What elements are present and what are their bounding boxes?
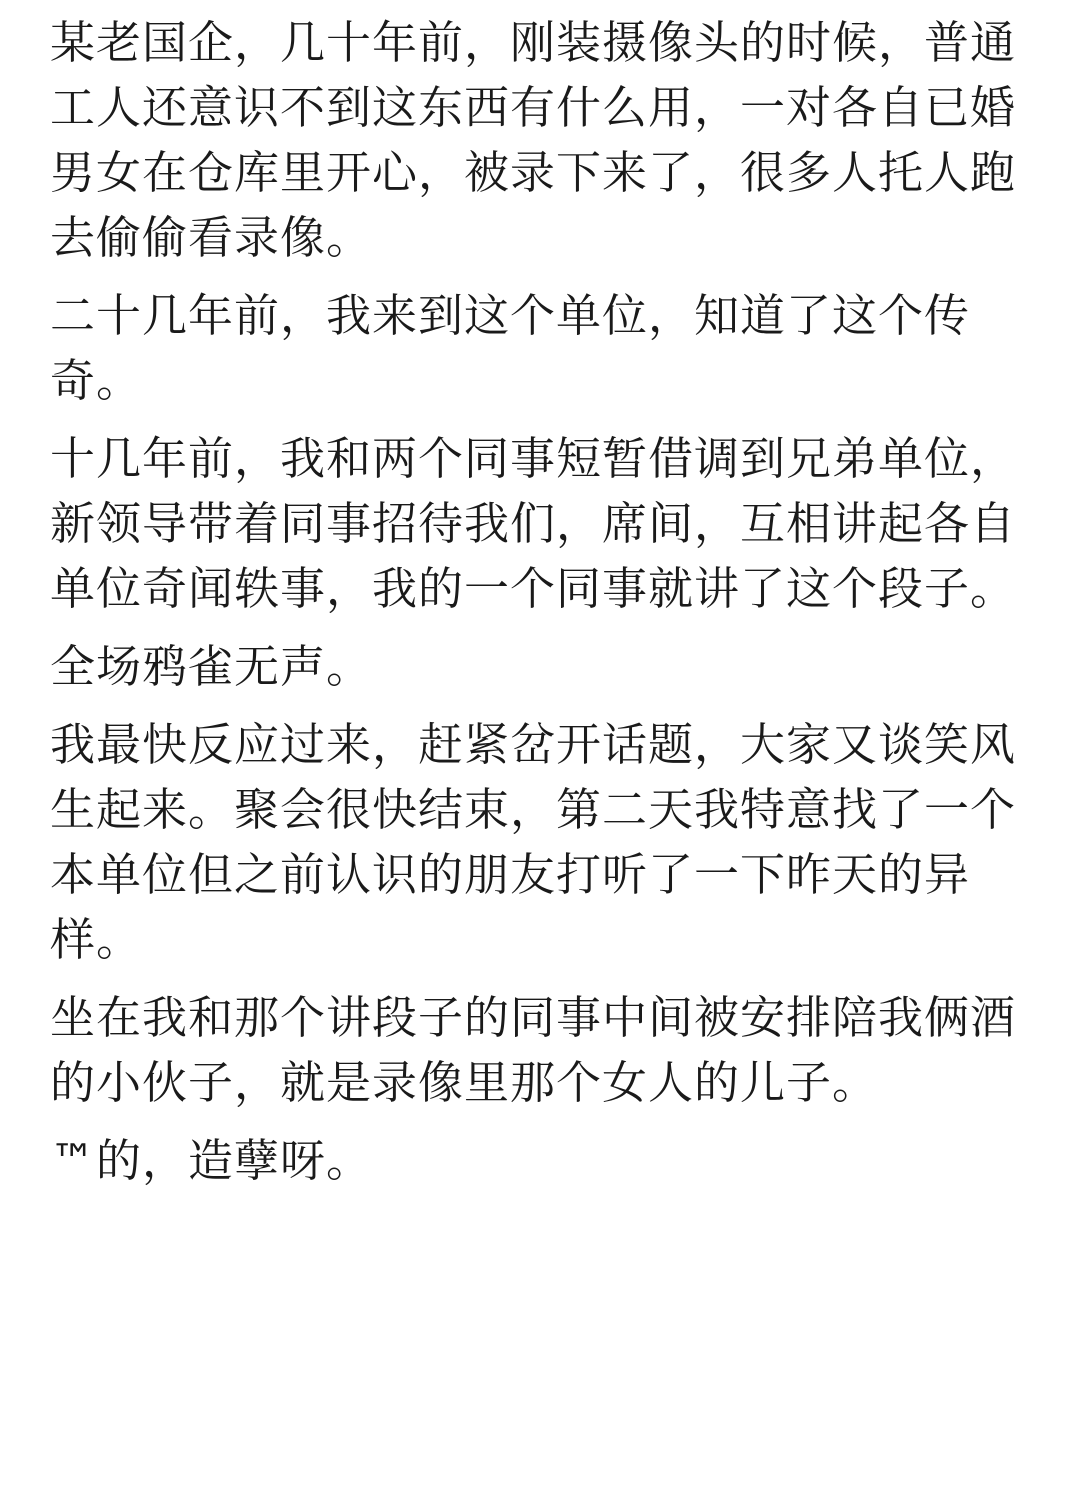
paragraph-2: 二十几年前，我来到这个单位，知道了这个传奇。 <box>50 289 971 407</box>
paragraph-6: 坐在我和那个讲段子的同事中间被安排陪我俩酒的小伙子，就是录像里那个女人的儿子。 <box>50 991 1017 1109</box>
paragraph-1: 某老国企，几十年前，刚装摄像头的时候，普通工人还意识不到这东西有什么用，一对各自已婚男女在仓库里开心，被录下来了，很多人托人跑去偷偷看录像。 <box>50 16 1017 264</box>
paragraph-3: 十几年前，我和两个同事短暂借调到兄弟单位，新领导带着同事招待我们，席间，互相讲起各自单位奇闻轶事，我的一个同事就讲了这个段子。 <box>50 432 1017 615</box>
paragraph-5: 我最快反应过来，赶紧岔开话题，大家又谈笑风生起来。聚会很快结束，第二天我特意找了一个本单位但之前认识的朋友打听了一下昨天的异样。 <box>50 718 1017 966</box>
paragraph-7: ™的，造孽呀。 <box>50 1134 373 1187</box>
post-body <box>50 0 1040 1206</box>
paragraph-4: 全场鸦雀无声。 <box>50 640 373 693</box>
